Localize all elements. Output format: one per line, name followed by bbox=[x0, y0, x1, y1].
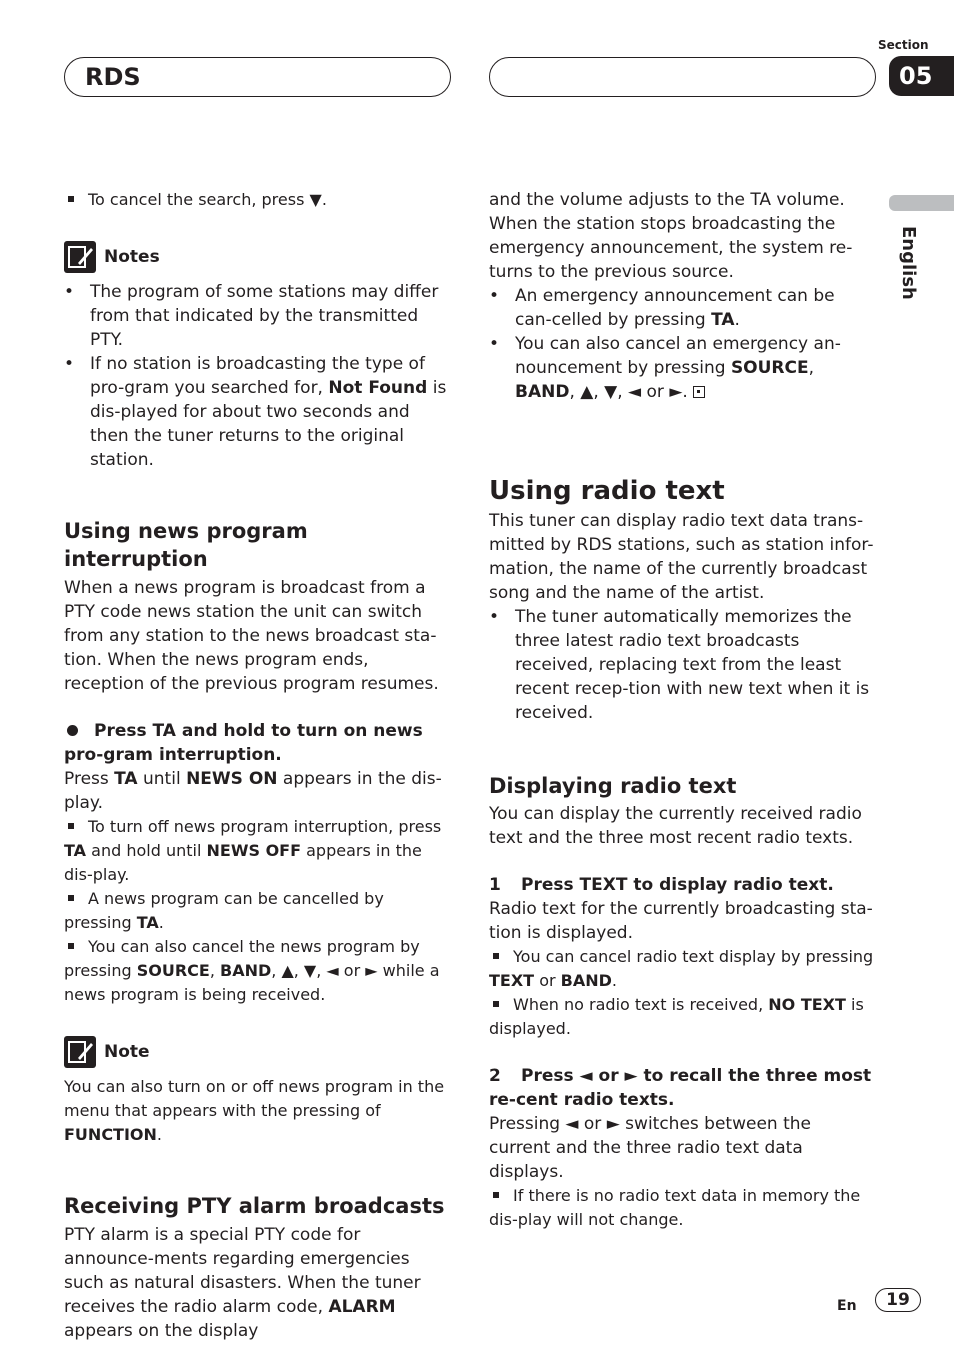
emergency-bullet-1: • An emergency announcement can be can-celled by pressing TA. bbox=[489, 284, 874, 332]
notes-item-1: • The program of some stations may differ from that indicated by the transmitted PTY. bbox=[64, 280, 449, 352]
news-step: Press TA and hold to turn on news pro-gram interruption. bbox=[64, 721, 423, 765]
news-heading: Using news program interruption bbox=[64, 519, 308, 571]
section-number-badge: 05 bbox=[889, 56, 954, 96]
alarm-continued: and the volume adjusts to the TA volume. When the station stops broadcasting the emergency announcement, the system re-turns to the previous source. bbox=[489, 190, 853, 282]
news-cancel-tip: A news program can be cancelled by pressing TA. bbox=[64, 889, 384, 932]
alarm-text: PTY alarm is a special PTY code for announce-ments regarding emergencies such as natural disasters. When the tuner receives the radio alarm code, ALARM appears on the display bbox=[64, 1225, 421, 1341]
radio-text-bullet: • The tuner automatically memorizes the three latest radio text broadcasts received, replacing text from the least recent recep-tion with new text when it is received. bbox=[489, 605, 874, 725]
section-title: RDS bbox=[85, 63, 141, 91]
emergency-bullet-2: • You can also cancel an emergency an-nouncement by pressing SOURCE, BAND, ▲, ▼, ◄ or ►. bbox=[489, 332, 874, 404]
notes-heading: Notes bbox=[64, 240, 449, 274]
display-step-1-desc: Radio text for the currently broadcasting sta-tion is displayed. bbox=[489, 899, 873, 943]
header-right-frame bbox=[489, 57, 876, 97]
radio-text-intro: This tuner can display radio text data trans-mitted by RDS stations, such as station infor-mation, the name of the currently broadcast song and the name of the artist. bbox=[489, 511, 874, 603]
display-step-2: 2 Press ◄ or ► to recall the three most re-cent radio texts. bbox=[489, 1066, 872, 1110]
news-also-tip: You can also cancel the news program by pressing SOURCE, BAND, ▲, ▼, ◄ or ► while a news program is being received. bbox=[64, 937, 440, 1004]
news-step-desc: Press TA until NEWS ON appears in the dis-play. bbox=[64, 769, 442, 813]
header-title-frame bbox=[64, 57, 451, 97]
footer-lang-code: En bbox=[837, 1298, 857, 1314]
note-pencil-icon bbox=[64, 241, 96, 273]
news-off-tip: To turn off news program interruption, press TA and hold until NEWS OFF appears in the dis-play. bbox=[64, 817, 442, 884]
page-number: 19 bbox=[875, 1288, 921, 1312]
language-label: English bbox=[898, 226, 919, 300]
news-intro: When a news program is broadcast from a PTY code news station the unit can switch from any station to the news broadcast sta-tion. When the news program ends, reception of the previous program resumes. bbox=[64, 578, 439, 694]
cancel-search-tip: To cancel the search, press ▼. bbox=[64, 188, 449, 212]
display-no-data-tip: If there is no radio text data in memory the dis-play will not change. bbox=[489, 1186, 861, 1229]
note-pencil-icon bbox=[64, 1036, 96, 1068]
right-column bbox=[489, 188, 874, 1232]
alarm-heading: Receiving PTY alarm broadcasts bbox=[64, 1194, 445, 1218]
display-cancel-tip: You can cancel radio text display by pressing TEXT or BAND. bbox=[489, 947, 874, 990]
display-step-1: 1 Press TEXT to display radio text. bbox=[489, 875, 834, 895]
note-heading: Note bbox=[64, 1035, 449, 1069]
left-column bbox=[64, 188, 449, 1343]
display-no-text-tip: When no radio text is received, NO TEXT is displayed. bbox=[489, 995, 864, 1038]
radio-text-heading: Using radio text bbox=[489, 476, 725, 506]
section-label: Section bbox=[878, 38, 929, 52]
notes-item-2: • If no station is broadcasting the type of pro-gram you searched for, Not Found is dis-played for about two seconds and then the tuner returns to the original station. bbox=[64, 352, 449, 472]
display-step-2-desc: Pressing ◄ or ► switches between the current and the three radio text data displays. bbox=[489, 1114, 811, 1182]
end-mark-icon bbox=[693, 386, 705, 398]
display-heading: Displaying radio text bbox=[489, 774, 737, 798]
language-tab bbox=[889, 195, 954, 211]
display-intro: You can display the currently received radio text and the three most recent radio texts. bbox=[489, 804, 862, 848]
note-text: You can also turn on or off news program in the menu that appears with the pressing of FUNCTION. bbox=[64, 1077, 445, 1144]
